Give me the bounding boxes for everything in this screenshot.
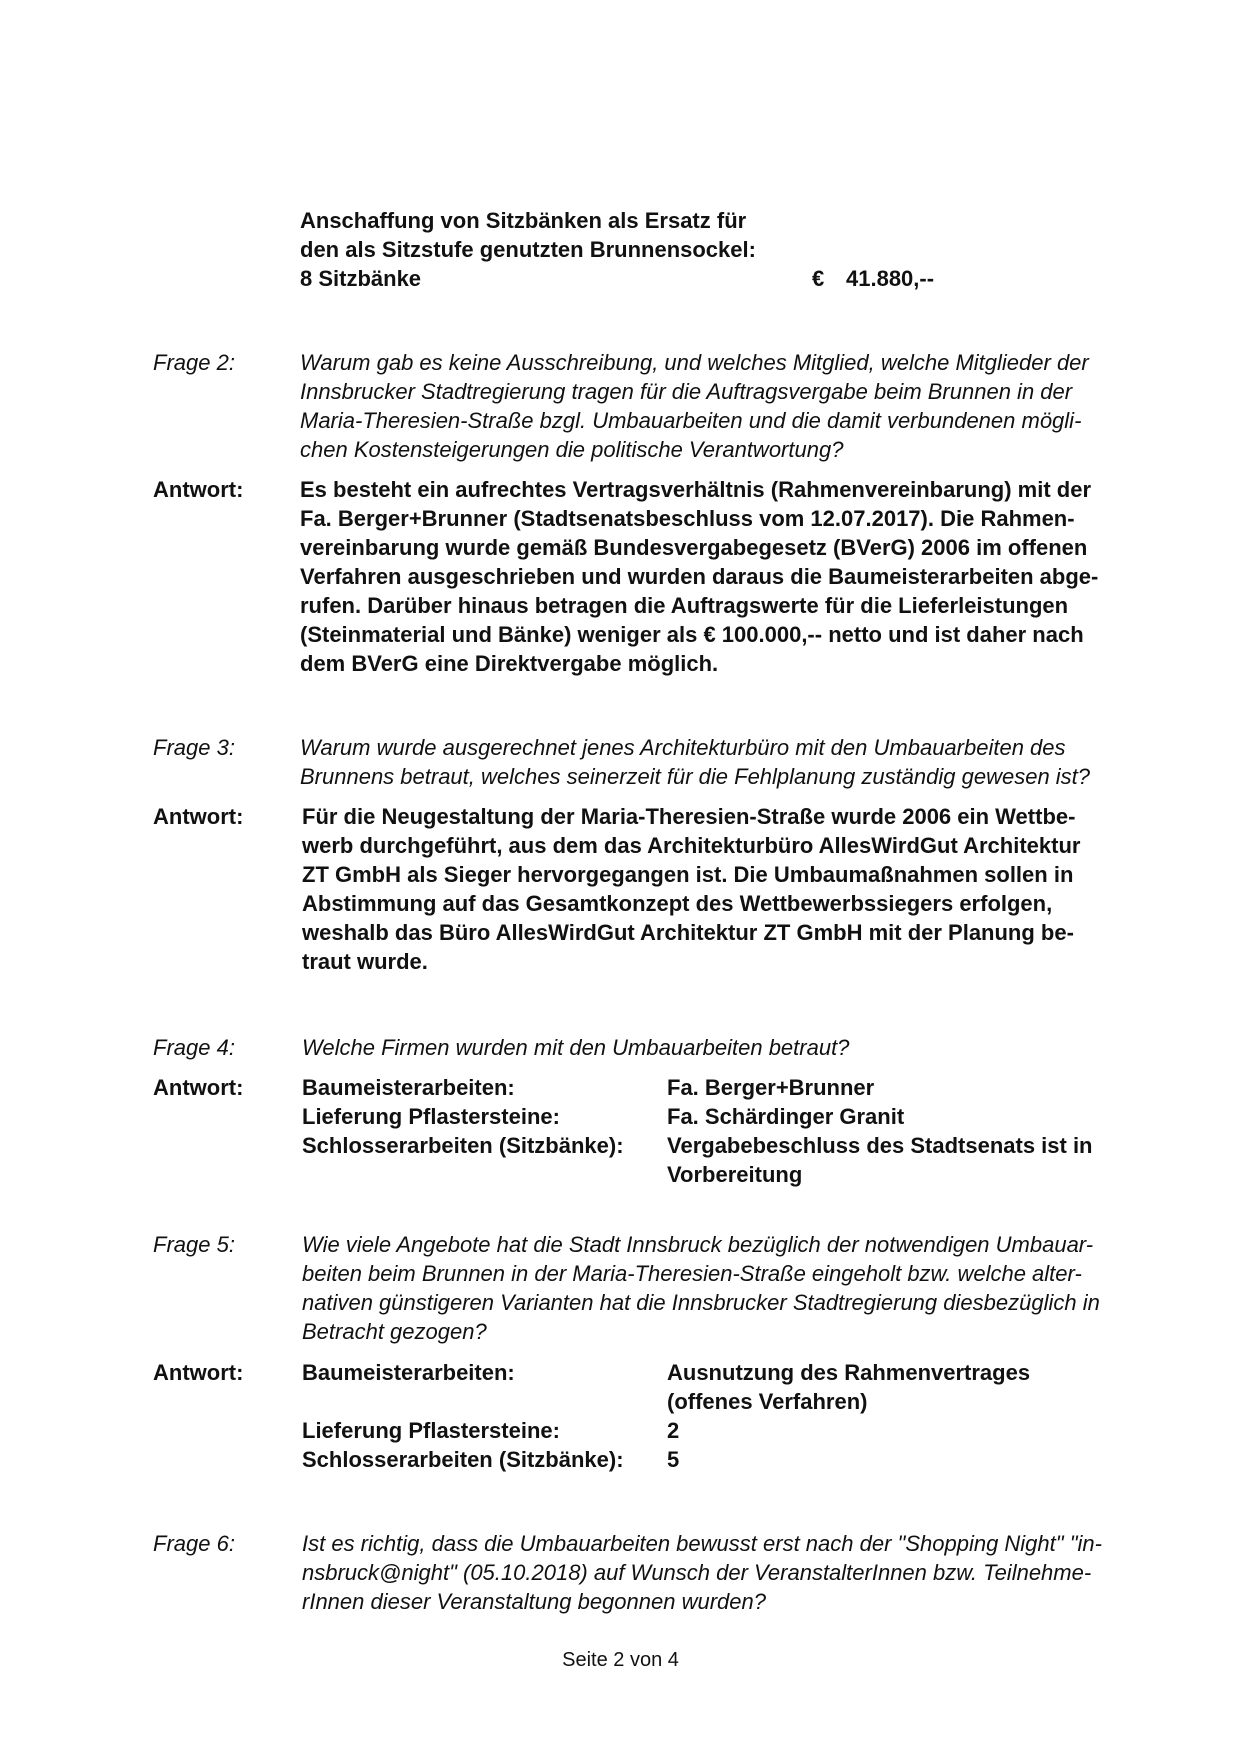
antwort2-text	[300, 475, 1098, 678]
frage4-label: Frage 4:	[153, 1035, 235, 1060]
antwort3-line: Abstimmung auf das Gesamtkonzept des Wettbewerbssiegers erfolgen,	[302, 891, 1053, 916]
frage2-line: Warum gab es keine Ausschreibung, und welches Mitglied, welche Mitglieder der	[300, 350, 1089, 375]
frage6-line: Ist es richtig, dass die Umbauarbeiten bewusst erst nach der "Shopping Night" "in-	[302, 1531, 1102, 1556]
intro-line: den als Sitzstufe genutzten Brunnensockel:	[300, 237, 756, 262]
antwort3-label: Antwort:	[153, 804, 244, 829]
page-number: Seite 2 von 4	[562, 1649, 679, 1671]
frage5-line: nativen günstigeren Varianten hat die Innsbrucker Stadtregierung diesbezüglich in	[302, 1290, 1100, 1315]
antwort2-label: Antwort:	[153, 477, 244, 502]
table-row-value: Ausnutzung des Rahmenvertrages	[667, 1360, 1031, 1385]
frage3-line: Warum wurde ausgerechnet jenes Architekturbüro mit den Umbauarbeiten des	[300, 735, 1066, 760]
antwort5-label: Antwort:	[153, 1360, 244, 1385]
frage6-line: nsbruck@night" (05.10.2018) auf Wunsch der VeranstalterInnen bzw. Teilnehme-	[302, 1560, 1092, 1585]
antwort2-line: Verfahren ausgeschrieben und wurden daraus die Baumeisterarbeiten abge-	[300, 564, 1099, 589]
antwort3-line: traut wurde.	[302, 949, 428, 974]
frage3-line: Brunnens betraut, welches seinerzeit für die Fehlplanung zuständig gewesen ist?	[300, 764, 1091, 789]
frage5-line: Betracht gezogen?	[302, 1319, 487, 1344]
table-row-value: 2	[667, 1418, 680, 1443]
table-row-key: Lieferung Pflastersteine:	[302, 1104, 560, 1129]
table-row-key: Lieferung Pflastersteine:	[302, 1418, 560, 1443]
antwort3-line: ZT GmbH als Sieger hervorgegangen ist. Die Umbaumaßnahmen sollen in	[302, 862, 1074, 887]
antwort3-line: werb durchgeführt, aus dem das Architekturbüro AllesWirdGut Architektur	[302, 833, 1081, 858]
antwort2-line: dem BVerG eine Direktvergabe möglich.	[300, 651, 719, 676]
table-row-key: Baumeisterarbeiten:	[302, 1360, 515, 1385]
frage6-label: Frage 6:	[153, 1531, 235, 1556]
frage2-text	[300, 348, 1089, 464]
frage2-label: Frage 2:	[153, 350, 235, 375]
table-row-value: Fa. Schärdinger Granit	[667, 1104, 905, 1129]
currency-symbol: €	[812, 266, 825, 291]
antwort2-line: Es besteht ein aufrechtes Vertragsverhältnis (Rahmenvereinbarung) mit der	[300, 477, 1092, 502]
frage5-label: Frage 5:	[153, 1232, 235, 1257]
frage4-text: Welche Firmen wurden mit den Umbauarbeiten betraut?	[302, 1035, 850, 1060]
table-row-key: Schlosserarbeiten (Sitzbänke):	[302, 1447, 624, 1472]
frage2-line: Maria-Theresien-Straße bzgl. Umbauarbeiten und die damit verbundenen mögli-	[300, 408, 1082, 433]
intro-amount	[812, 264, 934, 293]
table-row-value: Fa. Berger+Brunner	[667, 1075, 875, 1100]
frage5-line: beiten beim Brunnen in der Maria-Theresien-Straße eingeholt bzw. welche alter-	[302, 1261, 1082, 1286]
antwort2-line: (Steinmaterial und Bänke) weniger als € 100.000,-- netto und ist daher nach	[300, 622, 1084, 647]
frage2-line: Innsbrucker Stadtregierung tragen für die Auftragsvergabe beim Brunnen in der	[300, 379, 1073, 404]
frage5-text	[302, 1230, 1100, 1346]
frage3-text	[300, 733, 1090, 791]
table-row-value: 5	[667, 1447, 680, 1472]
table-row-value: Vergabebeschluss des Stadtsenats ist in	[667, 1133, 1093, 1158]
antwort3-line: weshalb das Büro AllesWirdGut Architektur ZT GmbH mit der Planung be-	[302, 920, 1074, 945]
antwort4-label: Antwort:	[153, 1075, 244, 1100]
table-row-value: (offenes Verfahren)	[667, 1389, 868, 1414]
table-row-key: Schlosserarbeiten (Sitzbänke):	[302, 1133, 624, 1158]
antwort3-line: Für die Neugestaltung der Maria-Theresien-Straße wurde 2006 ein Wettbe-	[302, 804, 1076, 829]
antwort2-line: rufen. Darüber hinaus betragen die Auftragswerte für die Lieferleistungen	[300, 593, 1069, 618]
table-row-value: Vorbereitung	[667, 1162, 803, 1187]
intro-line: 8 Sitzbänke	[300, 266, 422, 291]
frage6-line: rInnen dieser Veranstaltung begonnen wurden?	[302, 1589, 766, 1614]
intro-text	[300, 206, 756, 293]
frage3-label: Frage 3:	[153, 735, 235, 760]
antwort2-line: Fa. Berger+Brunner (Stadtsenatsbeschluss vom 12.07.2017). Die Rahmen-	[300, 506, 1075, 531]
antwort3-text	[302, 802, 1080, 976]
amount-value: 41.880,--	[846, 266, 935, 291]
antwort2-line: vereinbarung wurde gemäß Bundesvergabegesetz (BVerG) 2006 im offenen	[300, 535, 1088, 560]
frage6-text	[302, 1529, 1102, 1616]
intro-line: Anschaffung von Sitzbänken als Ersatz für	[300, 208, 747, 233]
frage5-line: Wie viele Angebote hat die Stadt Innsbruck bezüglich der notwendigen Umbauar-	[302, 1232, 1094, 1257]
frage2-line: chen Kostensteigerungen die politische Verantwortung?	[300, 437, 844, 462]
table-row-key: Baumeisterarbeiten:	[302, 1075, 515, 1100]
